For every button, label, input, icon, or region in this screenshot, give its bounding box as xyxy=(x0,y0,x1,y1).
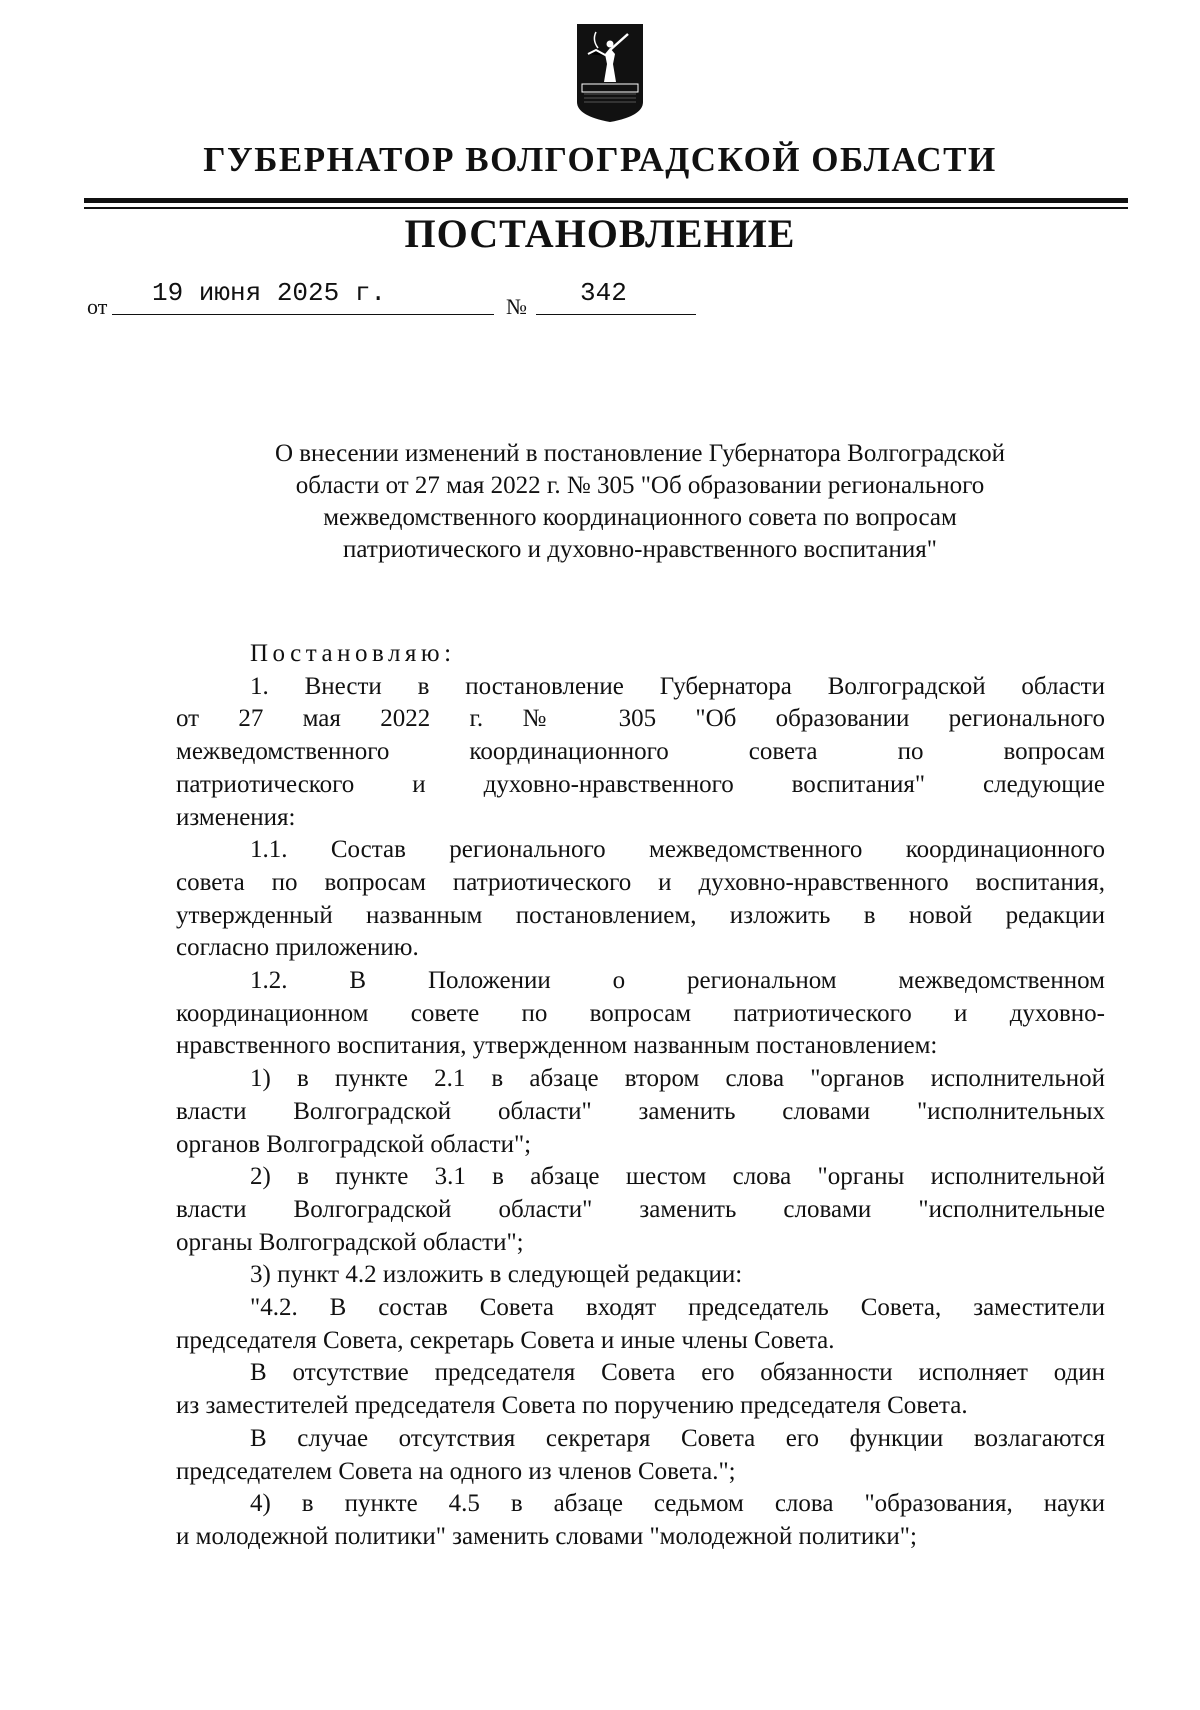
header-divider-thin xyxy=(84,207,1128,209)
body-line: 2) в пункте 3.1 в абзаце шестом слова "органы исполнительной xyxy=(250,1163,1105,1191)
subject-line: межведомственного координационного совета по вопросам xyxy=(323,504,957,531)
body-line: председателя Совета, секретарь Совета и иные члены Совета. xyxy=(176,1326,835,1354)
document-type-title: ПОСТАНОВЛЕНИЕ xyxy=(404,211,796,256)
body-line: нравственного воспитания, утвержденном названным постановлением: xyxy=(176,1032,938,1060)
body-line: органы Волгоградской области"; xyxy=(176,1228,524,1256)
body-line: и молодежной политики" заменить словами "молодежной политики"; xyxy=(176,1522,917,1550)
header-divider-thick xyxy=(84,198,1128,203)
body-line: 3) пункт 4.2 изложить в следующей редакции: xyxy=(250,1261,743,1289)
body-line: от 27 мая 2022 г. № 305 "Об образовании регионального xyxy=(176,705,1105,733)
document-body xyxy=(176,638,1105,1554)
body-line: власти Волгоградской области" заменить словами "исполнительные xyxy=(176,1195,1105,1223)
body-line: координационном совете по вопросам патриотического и духовно- xyxy=(176,999,1105,1027)
body-line: 4) в пункте 4.5 в абзаце седьмом слова "образования, науки xyxy=(250,1490,1105,1518)
body-line: 1.2. В Положении о региональном межведомственном xyxy=(250,967,1105,995)
document-number: 342 xyxy=(580,278,627,308)
body-line: 1) в пункте 2.1 в абзаце втором слова "органов исполнительной xyxy=(250,1065,1105,1093)
body-line: В случае отсутствия секретаря Совета его функции возлагаются xyxy=(250,1424,1105,1452)
body-line: 1. Внести в постановление Губернатора Волгоградской области xyxy=(250,672,1105,700)
authority-title: ГУБЕРНАТОР ВОЛГОГРАДСКОЙ ОБЛАСТИ xyxy=(203,140,997,179)
date-prefix-label: от xyxy=(87,294,108,319)
subject-line: патриотического и духовно-нравственного воспитания" xyxy=(343,536,937,563)
body-line: патриотического и духовно-нравственного воспитания" следующие xyxy=(176,770,1105,798)
volgograd-coat-of-arms-icon xyxy=(574,20,646,124)
number-sign-label: № xyxy=(506,294,527,319)
subject-line: О внесении изменений в постановление Губернатора Волгоградской xyxy=(274,440,1006,467)
number-underline xyxy=(536,314,696,315)
decree-word: Постановляю: xyxy=(250,640,456,667)
body-line: согласно приложению. xyxy=(176,934,419,962)
body-line: межведомственного координационного совета по вопросам xyxy=(176,738,1105,766)
body-line: утвержденный названным постановлением, изложить в новой редакции xyxy=(176,901,1105,929)
body-line: из заместителей председателя Совета по поручению председателя Совета. xyxy=(176,1392,968,1420)
subject-line: области от 27 мая 2022 г. № 305 "Об образовании регионального xyxy=(295,472,985,499)
document-date: 19 июня 2025 г. xyxy=(152,278,387,308)
document-subject xyxy=(190,438,1090,566)
body-line: "4.2. В состав Совета входят председатель Совета, заместители xyxy=(250,1294,1105,1322)
body-line: изменения: xyxy=(176,803,296,831)
body-line: председателем Совета на одного из членов Совета."; xyxy=(176,1457,736,1485)
body-line: В отсутствие председателя Совета его обязанности исполняет один xyxy=(250,1359,1105,1387)
body-line: власти Волгоградской области" заменить словами "исполнительных xyxy=(176,1097,1105,1125)
body-line: органов Волгоградской области"; xyxy=(176,1130,532,1158)
body-line: 1.1. Состав регионального межведомственного координационного xyxy=(250,836,1105,864)
date-underline xyxy=(112,314,494,315)
body-line: совета по вопросам патриотического и духовно-нравственного воспитания, xyxy=(176,868,1105,896)
